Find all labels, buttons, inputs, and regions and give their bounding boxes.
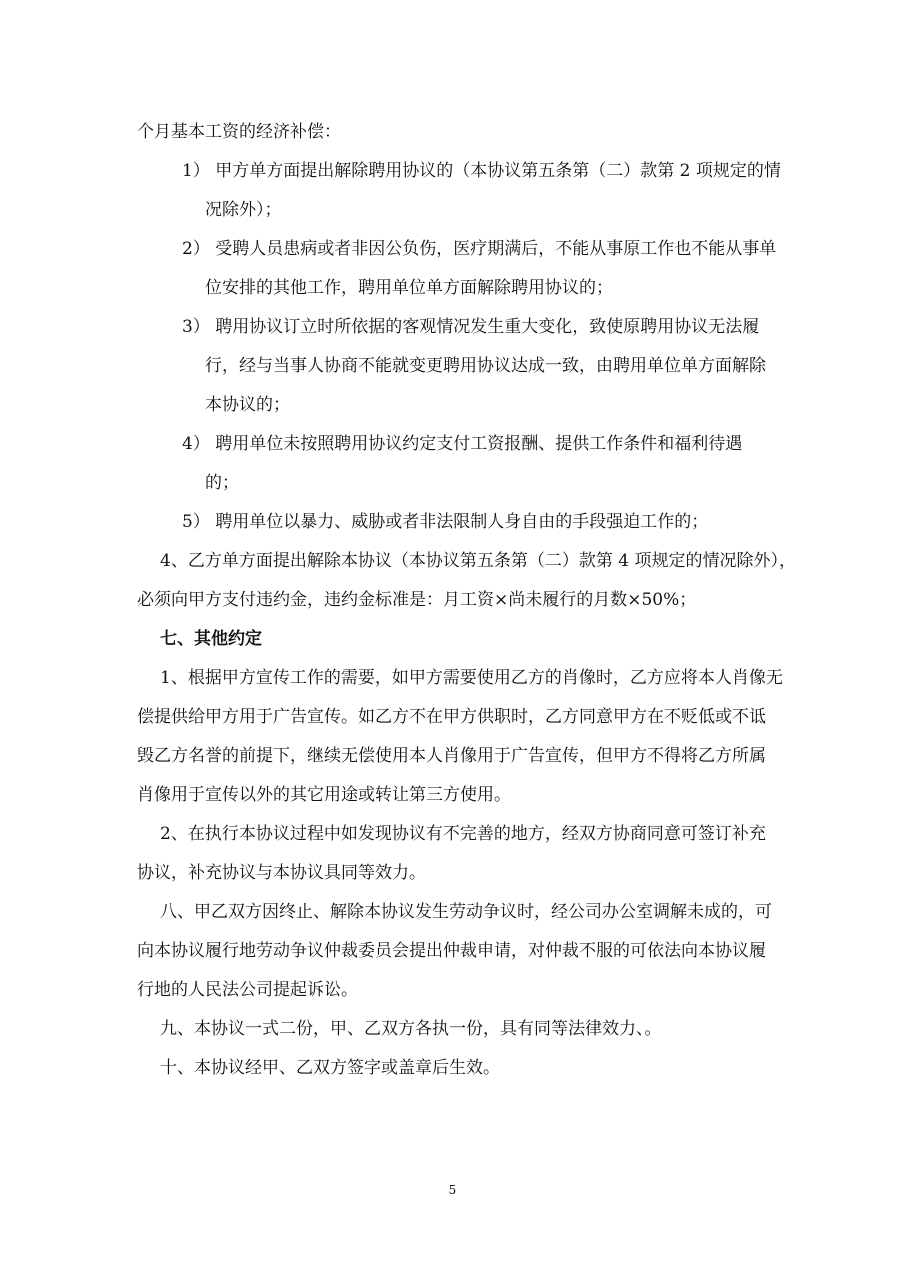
list-item-5: 5） 聘用单位以暴力、威胁或者非法限制人身自由的手段强迫工作的； <box>182 512 709 532</box>
section-8: 八、甲乙双方因终止、解除本协议发生劳动争议时，经公司办公室调解未成的，可 <box>160 902 772 922</box>
text-line: 行，经与当事人协商不能就变更聘用协议达成一致，由聘用单位单方面解除 <box>205 356 766 376</box>
list-item-3: 3） 聘用协议订立时所依据的客观情况发生重大变化，致使原聘用协议无法履 <box>182 317 760 337</box>
text-line: 的； <box>205 473 239 493</box>
section-10: 十、本协议经甲、乙双方签字或盖章后生效。 <box>160 1058 500 1078</box>
clause-7-2: 2、在执行本协议过程中如发现协议有不完善的地方，经双方协商同意可签订补充 <box>160 824 766 844</box>
text-line: 协议，补充协议与本协议具同等效力。 <box>137 863 426 883</box>
text-line: 本协议的； <box>205 395 290 415</box>
list-item-1: 1） 甲方单方面提出解除聘用协议的（本协议第五条第（二）款第 2 项规定的情 <box>182 161 781 181</box>
text-line: 必须向甲方支付违约金，违约金标准是：月工资×尚未履行的月数×50%； <box>137 590 697 610</box>
text-line: 偿提供给甲方用于广告宣传。如乙方不在甲方供职时，乙方同意甲方在不贬低或不诋 <box>137 707 766 727</box>
text-line: 个月基本工资的经济补偿： <box>137 122 341 142</box>
section-heading-7: 七、其他约定 <box>160 629 262 649</box>
text-line: 肖像用于宣传以外的其它用途或转让第三方使用。 <box>137 785 511 805</box>
text-line: 位安排的其他工作，聘用单位单方面解除聘用协议的； <box>205 278 613 298</box>
page-number: 5 <box>448 1183 457 1197</box>
clause-7-1: 1、根据甲方宣传工作的需要，如甲方需要使用乙方的肖像时，乙方应将本人肖像无 <box>160 668 783 688</box>
text-line: 毁乙方名誉的前提下，继续无偿使用本人肖像用于广告宣传，但甲方不得将乙方所属 <box>137 746 766 766</box>
text-line: 况除外）； <box>205 200 282 220</box>
clause-4: 4、乙方单方面提出解除本协议（本协议第五条第（二）款第 4 项规定的情况除外）， <box>160 551 796 571</box>
list-item-2: 2） 受聘人员患病或者非因公负伤，医疗期满后，不能从事原工作也不能从事单 <box>182 239 777 259</box>
text-line: 向本协议履行地劳动争议仲裁委员会提出仲裁申请，对仲裁不服的可依法向本协议履 <box>137 941 766 961</box>
text-line: 行地的人民法公司提起诉讼。 <box>137 980 358 1000</box>
section-9: 九、本协议一式二份，甲、乙双方各执一份，具有同等法律效力、。 <box>160 1019 662 1039</box>
list-item-4: 4） 聘用单位未按照聘用协议约定支付工资报酬、提供工作条件和福利待遇 <box>182 434 743 454</box>
